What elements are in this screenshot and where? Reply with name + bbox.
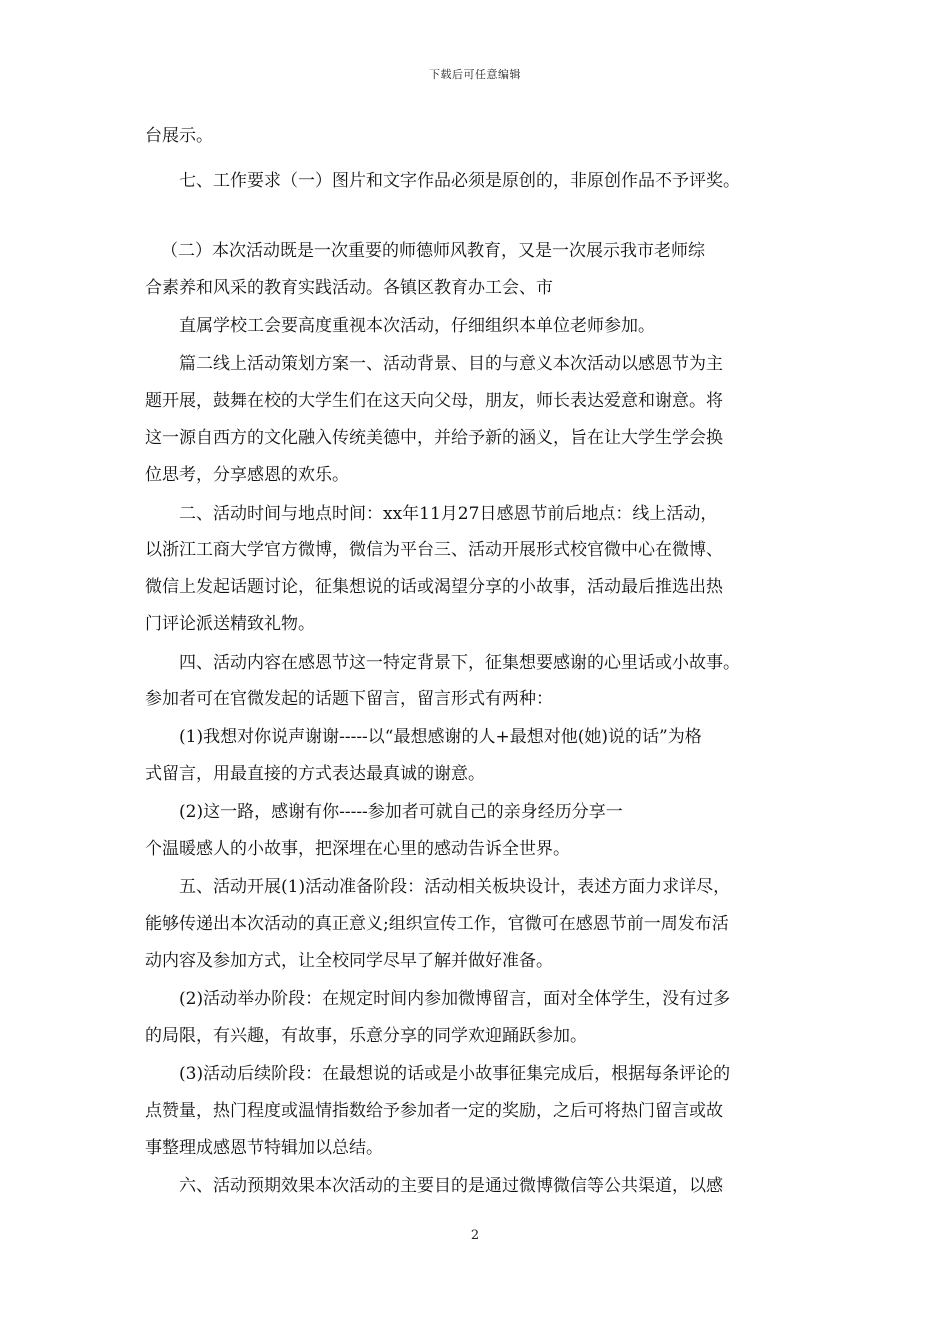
text-line: 事整理成感恩节特辑加以总结。 xyxy=(145,1138,383,1158)
text-line: 微信上发起话题讨论，征集想说的话或渴望分享的小故事，活动最后推选出热 xyxy=(145,577,723,597)
text-line: 式留言，用最直接的方式表达最真诚的谢意。 xyxy=(145,764,485,784)
page-header: 下载后可任意编辑 xyxy=(429,68,521,81)
text-line: 二、活动时间与地点时间：xx年11月27日感恩节前后地点：线上活动， xyxy=(179,504,718,524)
text-line: 个温暖感人的小故事，把深埋在心里的感动告诉全世界。 xyxy=(145,839,570,859)
text-line: (1)我想对你说声谢谢-----以“最想感谢的人+最想对他(她)说的话”为格 xyxy=(179,727,702,747)
text-line: 题开展，鼓舞在校的大学生们在这天向父母，朋友，师长表达爱意和谢意。将 xyxy=(145,391,723,411)
text-line: 七、工作要求（一）图片和文字作品必须是原创的，非原创作品不予评奖。 xyxy=(179,171,740,191)
text-line: 这一源自西方的文化融入传统美德中，并给予新的涵义，旨在让大学生学会换 xyxy=(145,428,723,448)
text-line: 的局限，有兴趣，有故事，乐意分享的同学欢迎踊跃参加。 xyxy=(145,1026,587,1046)
text-line: 点赞量，热门程度或温情指数给予参加者一定的奖励，之后可将热门留言或故 xyxy=(145,1101,723,1121)
text-line: 动内容及参加方式，让全校同学尽早了解并做好准备。 xyxy=(145,951,553,971)
text-line: 能够传递出本次活动的真正意义;组织宣传工作，官微可在感恩节前一周发布活 xyxy=(145,914,729,934)
text-line: 五、活动开展(1)活动准备阶段：活动相关板块设计，表述方面力求详尽， xyxy=(179,877,731,897)
text-line: 以浙江工商大学官方微博，微信为平台三、活动开展形式校官微中心在微博、 xyxy=(145,540,723,560)
text-line: (3)活动后续阶段：在最想说的话或是小故事征集完成后，根据每条评论的 xyxy=(179,1064,731,1084)
text-line: 四、活动内容在感恩节这一特定背景下，征集想要感谢的心里话或小故事。 xyxy=(179,653,740,673)
text-line: (2)这一路，感谢有你-----参加者可就自己的亲身经历分享一 xyxy=(179,802,623,822)
text-line: 位思考，分享感恩的欢乐。 xyxy=(145,465,349,485)
text-line: (2)活动举办阶段：在规定时间内参加微博留言，面对全体学生，没有过多 xyxy=(179,989,731,1009)
text-line: 台展示。 xyxy=(145,126,213,146)
text-line: 直属学校工会要高度重视本次活动，仔细组织本单位老师参加。 xyxy=(179,316,655,336)
text-line: （二）本次活动既是一次重要的师德师风教育，又是一次展示我市老师综 xyxy=(161,241,705,261)
text-line: 合素养和风采的教育实践活动。各镇区教育办工会、市 xyxy=(145,278,553,298)
text-line: 参加者可在官微发起的话题下留言，留言形式有两种： xyxy=(145,689,553,709)
text-line: 门评论派送精致礼物。 xyxy=(145,614,315,634)
page-number: 2 xyxy=(470,1228,480,1243)
text-line: 篇二线上活动策划方案一、活动背景、目的与意义本次活动以感恩节为主 xyxy=(179,354,723,374)
text-line: 六、活动预期效果本次活动的主要目的是通过微博微信等公共渠道，以感 xyxy=(179,1176,723,1196)
